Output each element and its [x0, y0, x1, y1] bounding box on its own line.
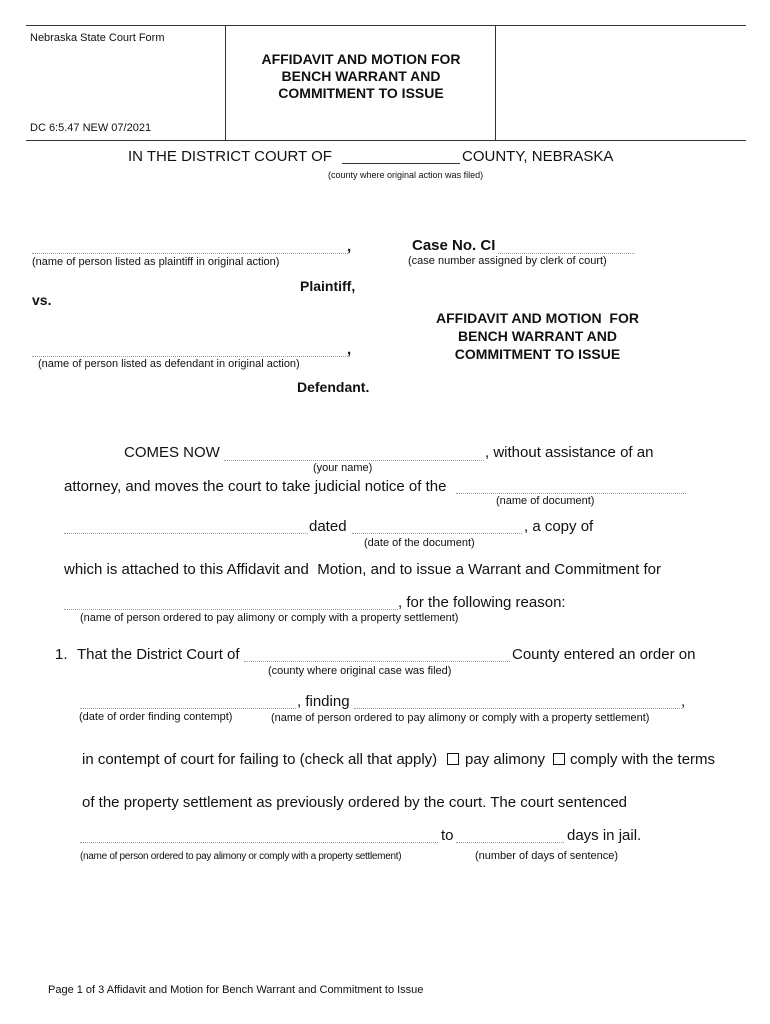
- document-name-field[interactable]: [456, 493, 686, 494]
- plaintiff-label: Plaintiff,: [300, 278, 356, 294]
- versus-label: vs.: [32, 292, 52, 308]
- days-field[interactable]: [456, 842, 564, 843]
- form-title: [226, 51, 496, 102]
- contempt-date-field[interactable]: [80, 708, 296, 709]
- contempt-text: in contempt of court for failing to (check all that apply): [82, 751, 438, 768]
- plaintiff-hint: (name of person listed as plaintiff in original action): [32, 256, 280, 268]
- defendant-comma: ,: [347, 341, 352, 358]
- document-date-field[interactable]: [352, 533, 522, 534]
- without-assistance-text: , without assistance of an: [485, 444, 654, 461]
- your-name-hint: (your name): [313, 462, 373, 474]
- item-1-county-field[interactable]: [244, 661, 510, 662]
- contempt-person-hint: (name of person ordered to pay alimony or comply with a property settlement): [271, 712, 650, 724]
- your-name-field[interactable]: [224, 460, 484, 461]
- caption-title-line-1: AFFIDAVIT AND MOTION FOR: [436, 310, 639, 326]
- form-source: Nebraska State Court Form: [30, 32, 165, 44]
- caption-title-line-3: COMMITMENT TO ISSUE: [454, 346, 621, 362]
- finding-text: , finding: [297, 693, 350, 710]
- caption-title: [410, 309, 665, 363]
- county-hint: (county where original action was filed): [328, 170, 484, 180]
- person-name-hint: (name of person ordered to pay alimony or comply with a property settlement): [80, 612, 459, 624]
- header-top-rule: [26, 25, 746, 26]
- property-settlement-text: of the property settlement as previously ordered by the court. The court sentenced: [82, 794, 628, 811]
- plaintiff-name-field[interactable]: [32, 253, 348, 254]
- finding-trailing-comma: ,: [681, 693, 686, 710]
- comply-terms-label: comply with the terms: [570, 751, 716, 768]
- plaintiff-comma: ,: [347, 238, 352, 255]
- caption-title-line-2: BENCH WARRANT AND: [458, 328, 617, 344]
- form-title-line-1: AFFIDAVIT AND MOTION FOR: [261, 51, 461, 67]
- county-field[interactable]: [342, 163, 460, 164]
- sentenced-person-hint: (name of person ordered to pay alimony or comply with a property settlement): [80, 851, 402, 862]
- to-text: to: [441, 827, 454, 844]
- page-footer: Page 1 of 3 Affidavit and Motion for Bench Warrant and Commitment to Issue: [48, 984, 424, 996]
- attached-text: which is attached to this Affidavit and Motion, and to issue a Warrant and Commitment for: [64, 561, 661, 578]
- person-name-field[interactable]: [64, 609, 398, 610]
- document-date-hint: (date of the document): [364, 537, 475, 549]
- item-1-county-text: County entered an order on: [512, 646, 696, 663]
- county-case-hint: (county where original case was filed): [268, 665, 452, 677]
- sentenced-person-field[interactable]: [80, 842, 438, 843]
- item-1-text: That the District Court of: [77, 646, 240, 663]
- case-no-hint: (case number assigned by clerk of court): [408, 255, 607, 267]
- comply-terms-checkbox[interactable]: [553, 753, 565, 765]
- defendant-name-field[interactable]: [32, 356, 348, 357]
- defendant-hint: (name of person listed as defendant in original action): [38, 358, 300, 370]
- case-no-label: Case No. CI: [412, 237, 496, 254]
- court-heading-right: COUNTY, NEBRASKA: [462, 148, 614, 165]
- comes-now-text: COMES NOW: [124, 444, 220, 461]
- pay-alimony-checkbox[interactable]: [447, 753, 459, 765]
- attorney-text: attorney, and moves the court to take judicial notice of the: [64, 478, 447, 495]
- item-1-number: 1.: [55, 646, 68, 663]
- form-title-line-2: BENCH WARRANT AND: [281, 68, 441, 84]
- document-name-field-2[interactable]: [64, 533, 308, 534]
- copy-of-text: , a copy of: [524, 518, 594, 535]
- defendant-label: Defendant.: [297, 379, 370, 395]
- header-bottom-rule: [26, 140, 746, 141]
- days-hint: (number of days of sentence): [475, 850, 619, 862]
- form-number: DC 6:5.47 NEW 07/2021: [30, 122, 152, 134]
- days-in-jail-text: days in jail.: [567, 827, 642, 844]
- contempt-date-hint: (date of order finding contempt): [79, 711, 233, 723]
- case-no-field[interactable]: [498, 253, 635, 254]
- court-heading-left: IN THE DISTRICT COURT OF: [128, 148, 332, 165]
- pay-alimony-label: pay alimony: [465, 751, 546, 768]
- document-name-hint: (name of document): [496, 495, 595, 507]
- form-title-line-3: COMMITMENT TO ISSUE: [278, 85, 444, 101]
- following-reason-text: , for the following reason:: [398, 594, 566, 611]
- contempt-person-field[interactable]: [354, 708, 682, 709]
- dated-text: dated: [309, 518, 347, 535]
